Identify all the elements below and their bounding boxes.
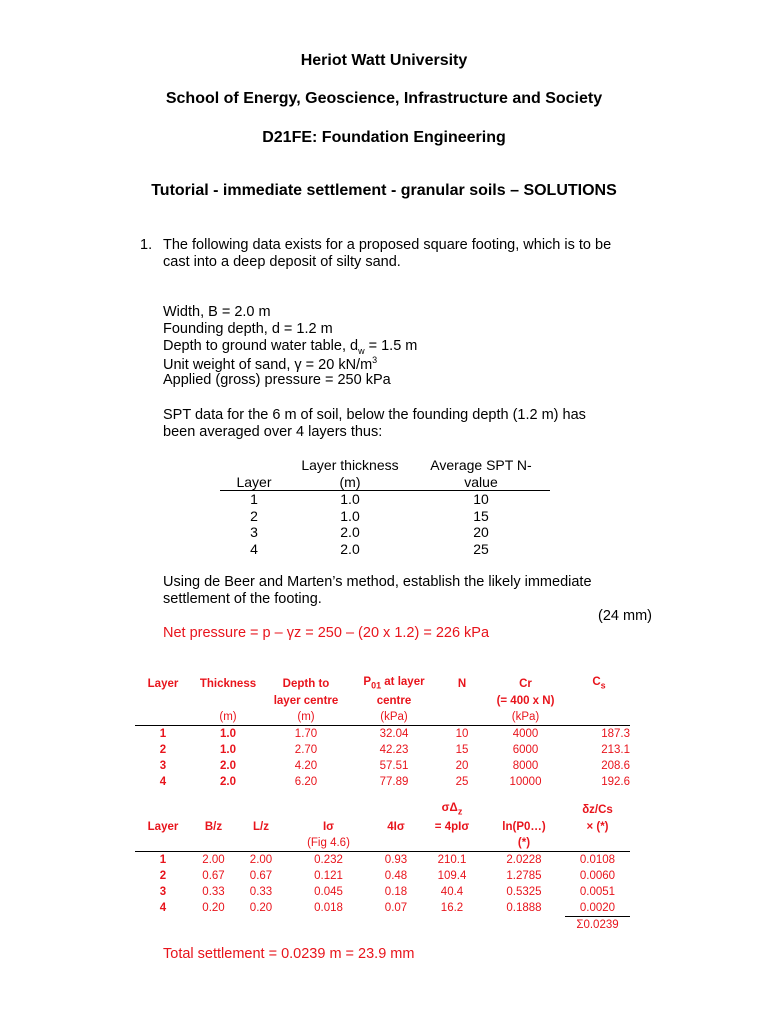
pressure-param: Applied (gross) pressure = 250 kPa — [163, 372, 391, 388]
t2-cell: 210.1 — [437, 853, 467, 866]
spt-cell: 2 — [250, 507, 258, 524]
t1-cell: 15 — [455, 743, 469, 756]
t1-cell: 213.1 — [601, 743, 630, 756]
spt-cell: 15 — [473, 507, 489, 524]
t2-cell: 0.93 — [384, 853, 408, 866]
t1-cell: 1.0 — [220, 743, 236, 756]
t1-cell: 77.89 — [379, 775, 409, 788]
t2-cell: 0.0060 — [579, 869, 616, 882]
t2-header-row2 — [135, 819, 630, 835]
t2-h-4is: 4Iσ — [387, 820, 405, 833]
t2-cell: 0.0108 — [579, 853, 616, 866]
course-title: D21FE: Foundation Engineering — [262, 129, 506, 146]
university-title: Heriot Watt University — [300, 52, 468, 69]
spt-header-n-1: Average SPT N- — [430, 457, 532, 474]
spt-table — [220, 457, 550, 557]
t1-header-row3 — [135, 709, 630, 726]
t2-sum-row — [135, 917, 630, 934]
t2-h-bz: B/z — [204, 820, 223, 833]
spt-cell: 1.0 — [340, 507, 360, 524]
t1-h-depth: Depth to — [282, 677, 330, 690]
t2-h-sd: $\sigma\Delta_z$ — [441, 802, 463, 817]
t2-header-row1 — [135, 801, 630, 819]
t1-cell: 187.3 — [601, 727, 630, 740]
spt-header-thickness-2: (m) — [288, 474, 412, 491]
spt-cell: 4 — [250, 540, 258, 557]
t2-cell: 0.07 — [384, 902, 408, 915]
t2-cell: 0.1888 — [506, 902, 542, 915]
t1-cell: 1 — [159, 727, 167, 740]
t2-cell: 0.48 — [384, 869, 408, 882]
t2-cell: 0.67 — [202, 869, 225, 882]
t2-cell: 0.5325 — [506, 885, 542, 898]
t2-h-layer: Layer — [147, 820, 179, 833]
question-intro-line1: The following data exists for a proposed square footing, which is to be — [163, 237, 612, 253]
question-number: 1. — [140, 237, 153, 253]
answer: (24 mm) — [598, 608, 652, 624]
spt-cell: 2.0 — [340, 540, 360, 557]
method-line2: settlement of the footing. — [163, 591, 322, 607]
t2-cell: 2.00 — [249, 853, 273, 866]
t1-h-cs: $C_s$ — [592, 676, 606, 691]
t2-cell: 0.0020 — [579, 901, 616, 914]
t2-cell: 0.018 — [314, 902, 343, 915]
t1-cell: 208.6 — [601, 759, 630, 772]
t1-h-cr: Cr — [519, 677, 532, 690]
net-pressure: Net pressure = p – γz = 250 – (20 x 1.2) = 226 kPa — [163, 625, 490, 641]
t1-h-thickness-unit: (m) — [191, 709, 265, 726]
t2-cell: 1 — [159, 853, 167, 866]
t2-cell: 0.20 — [249, 902, 273, 915]
founding-depth-param: Founding depth, d = 1.2 m — [163, 321, 333, 337]
spt-header-layer-1 — [220, 457, 288, 474]
spt-cell: 10 — [473, 491, 489, 508]
t1-cell: 1.70 — [294, 727, 318, 740]
t1-cell: 10 — [455, 727, 469, 740]
t2-h-lz: L/z — [253, 820, 269, 833]
t1-row — [135, 726, 630, 743]
t2-cell: 2.00 — [202, 853, 225, 866]
t1-h-p01: $P_{01}$ at layer — [363, 676, 425, 691]
width-param: Width, B = 2.0 m — [163, 304, 271, 320]
t2-cell: 3 — [159, 885, 167, 898]
t1-cell: 1.0 — [220, 727, 236, 740]
t2-cell: 40.4 — [440, 885, 464, 898]
t1-h-p01-2: centre — [376, 694, 412, 707]
school-title: School of Energy, Geoscience, Infrastructure and Society — [165, 90, 603, 107]
spt-row — [220, 524, 550, 541]
spt-cell: 25 — [473, 540, 489, 557]
t2-h-ln: ln(P0…) — [502, 820, 546, 833]
t2-cell: 0.33 — [249, 885, 273, 898]
spt-cell: 1.0 — [340, 491, 360, 508]
t2-cell: 16.2 — [440, 902, 464, 915]
spt-intro-line1: SPT data for the 6 m of soil, below the founding depth (1.2 m) has — [163, 407, 586, 423]
t1-h-layer: Layer — [147, 677, 179, 690]
t1-header-row1 — [135, 675, 630, 693]
gwt-param: Depth to ground water table, $d_w = 1.5$ m — [163, 338, 418, 356]
t1-cell: 2.70 — [294, 743, 318, 756]
t2-row — [135, 884, 630, 900]
t1-row — [135, 758, 630, 774]
spt-header-row1 — [220, 457, 550, 474]
t1-cell: 3 — [159, 759, 167, 772]
spt-header-thickness-1: Layer thickness — [301, 457, 399, 474]
t1-cell: 192.6 — [601, 775, 630, 788]
spt-header-layer-2: Layer — [220, 474, 288, 491]
t2-cell: 0.67 — [249, 869, 273, 882]
t2-cell: 0.0051 — [579, 885, 616, 898]
t1-row — [135, 742, 630, 758]
t2-cell: 0.232 — [314, 853, 343, 866]
t2-header-row3 — [135, 835, 630, 852]
t1-row — [135, 774, 630, 790]
t1-cell: 2 — [159, 743, 167, 756]
t2-row — [135, 900, 630, 917]
t2-row — [135, 868, 630, 884]
t1-cell: 10000 — [509, 775, 542, 788]
t1-h-n: N — [457, 677, 467, 690]
t1-header-row2 — [135, 693, 630, 709]
spt-row — [220, 491, 550, 508]
t1-cell: 4.20 — [294, 759, 318, 772]
spt-cell: 1 — [250, 491, 258, 508]
t2-cell: 0.20 — [202, 902, 225, 915]
t2-cell: 1.2785 — [506, 869, 542, 882]
t2-h-is: Iσ — [322, 820, 335, 833]
t1-cell: 6000 — [512, 743, 539, 756]
t2-cell: 0.121 — [314, 869, 343, 882]
t1-h-cr-unit: (kPa) — [483, 709, 568, 726]
spt-row — [220, 508, 550, 525]
spt-header-row2 — [220, 474, 550, 491]
t1-cell: 8000 — [512, 759, 539, 772]
t2-cell: 0.045 — [314, 885, 343, 898]
t1-h-thickness: Thickness — [199, 677, 257, 690]
t1-cell: 32.04 — [379, 727, 409, 740]
t1-cell: 4000 — [512, 727, 539, 740]
t2-cell: 4 — [159, 902, 167, 915]
t1-h-depth-2: layer centre — [273, 694, 339, 707]
total-settlement: Total settlement = 0.0239 m = 23.9 mm — [163, 946, 415, 962]
t2-h-is-unit: (Fig 4.6) — [286, 835, 371, 852]
t2-sum: Σ0.0239 — [565, 917, 630, 934]
tutorial-title: Tutorial - immediate settlement - granular soils – SOLUTIONS — [151, 182, 617, 199]
t1-cell: 4 — [159, 775, 167, 788]
results-table-2 — [135, 801, 630, 933]
t1-cell: 6.20 — [294, 775, 318, 788]
t1-cell: 20 — [455, 759, 469, 772]
t2-row — [135, 852, 630, 869]
results-table-1 — [135, 675, 630, 790]
spt-cell: 20 — [473, 524, 489, 541]
method-line1: Using de Beer and Marten’s method, establish the likely immediate — [163, 574, 592, 590]
spt-cell: 3 — [250, 524, 258, 541]
t2-cell: 0.33 — [202, 885, 225, 898]
t2-h-dz: δz/Cs — [582, 803, 613, 816]
t1-cell: 42.23 — [379, 743, 409, 756]
t2-h-ln-2: (*) — [483, 835, 565, 852]
spt-cell: 2.0 — [340, 524, 360, 541]
t2-cell: 0.18 — [384, 885, 408, 898]
t1-h-cr-2: (= 400 x N) — [496, 694, 555, 707]
t1-cell: 2.0 — [220, 775, 236, 788]
unit-weight-param: Unit weight of sand, γ = 20 $kN/m^3$ — [163, 355, 378, 373]
t2-cell: 2 — [159, 869, 167, 882]
t1-cell: 2.0 — [220, 759, 236, 772]
spt-intro-line2: been averaged over 4 layers thus: — [163, 424, 383, 440]
t1-h-p01-unit: (kPa) — [347, 709, 441, 726]
t1-cell: 57.51 — [379, 759, 409, 772]
t1-h-depth-unit: (m) — [265, 709, 347, 726]
t2-cell: 2.0228 — [506, 853, 542, 866]
t2-h-dz-2: × (*) — [586, 820, 609, 833]
question-intro-line2: cast into a deep deposit of silty sand. — [163, 254, 401, 270]
spt-header-n-2: value — [412, 474, 550, 491]
t2-cell: 109.4 — [437, 869, 467, 882]
t1-cell: 25 — [455, 775, 469, 788]
t2-h-sd-2: = 4pIσ — [434, 820, 470, 833]
spt-row — [220, 541, 550, 558]
